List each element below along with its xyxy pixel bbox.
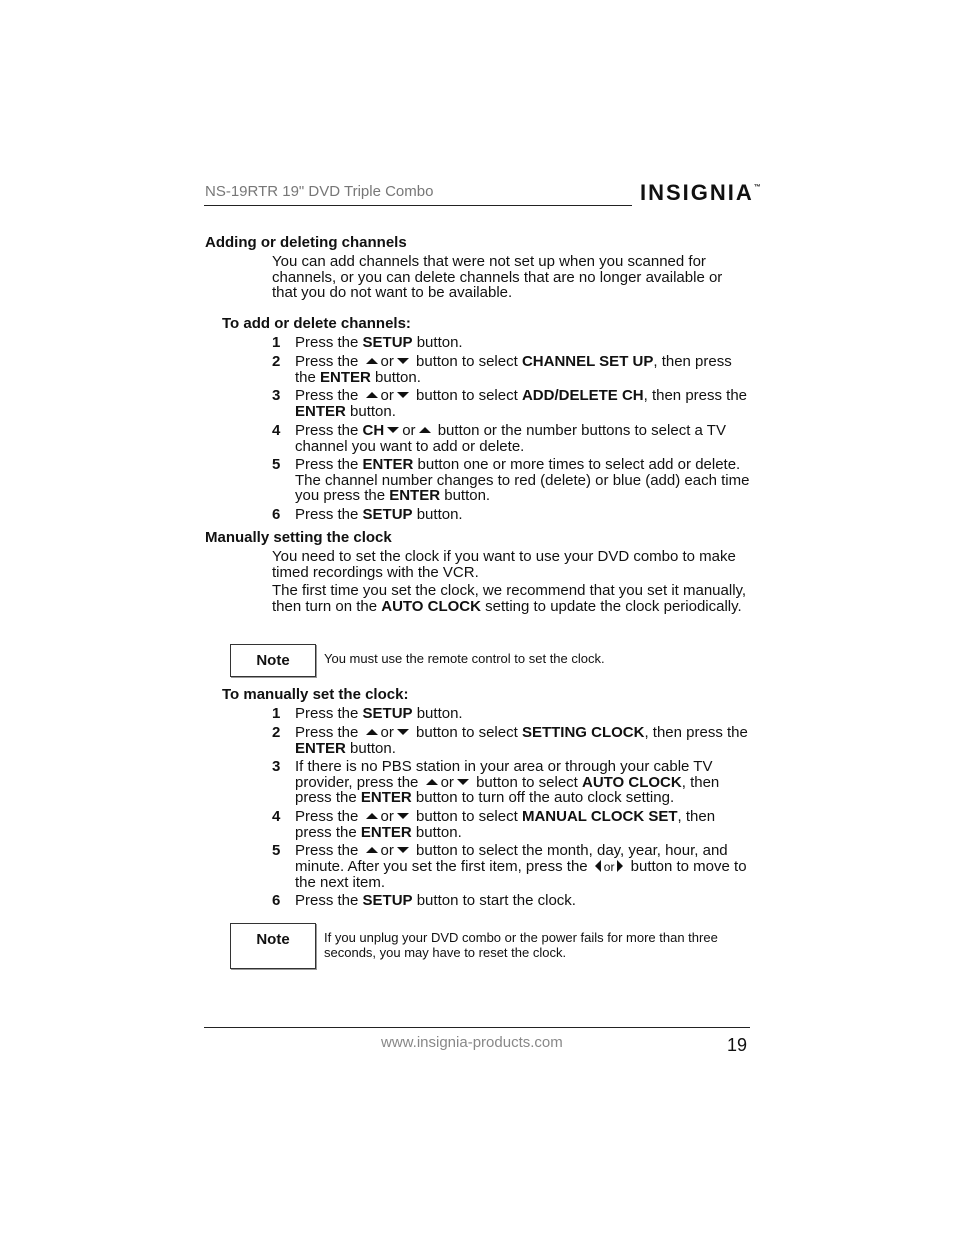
step-text: button to select the month, day, year, hour, and minute. After you set the first item, press the xyxy=(295,842,728,875)
clock-intro-1: You need to set the clock if you want to use your DVD combo to make timed recordings with the VCR. xyxy=(272,548,736,581)
step-bold: CHANNEL SET UP xyxy=(521,353,654,370)
step-number: 5 xyxy=(272,456,281,473)
step-text: button. xyxy=(411,823,462,841)
up-arrow-icon xyxy=(366,847,378,853)
step-text: Press the xyxy=(295,334,363,351)
step-text: Press the xyxy=(295,892,363,909)
step-text: Press the xyxy=(295,422,363,439)
step-bold: SETUP xyxy=(362,892,413,909)
up-arrow-icon xyxy=(426,779,438,785)
step-item xyxy=(272,893,750,909)
step-number: 2 xyxy=(272,353,281,370)
step-text: button to move to the next item. xyxy=(295,857,747,891)
step-item xyxy=(272,507,750,523)
step-text: or xyxy=(380,387,394,404)
step-number: 3 xyxy=(272,758,281,775)
step-number: 1 xyxy=(272,705,281,722)
step-text: , then press the xyxy=(295,353,732,386)
step-text: button to select xyxy=(411,724,522,741)
down-arrow-icon xyxy=(397,392,409,398)
note-label: Note xyxy=(256,652,290,669)
step-item xyxy=(272,354,750,386)
up-arrow-icon xyxy=(366,729,378,735)
step-text: Press the xyxy=(295,705,363,722)
down-arrow-icon xyxy=(397,813,409,819)
insignia-logo xyxy=(640,180,761,206)
step-bold: ENTER xyxy=(295,739,346,757)
step-text: Press the xyxy=(295,353,363,370)
step-number: 3 xyxy=(272,387,281,404)
step-text: or xyxy=(380,808,394,825)
step-text: button to start the clock. xyxy=(412,892,576,909)
step-text: Press the xyxy=(295,387,363,404)
right-arrow-icon xyxy=(617,860,623,872)
note-text: You must use the remote control to set the clock. xyxy=(324,651,605,666)
step-text: or xyxy=(440,773,454,791)
step-text: button. xyxy=(370,368,421,386)
subheading-add-delete: To add or delete channels: xyxy=(222,315,411,332)
footer-url: www.insignia-products.com xyxy=(381,1034,563,1051)
step-text: , then press the xyxy=(295,808,716,841)
step-text: button. xyxy=(412,705,463,722)
up-arrow-icon xyxy=(366,358,378,364)
subheading-set-clock: To manually set the clock: xyxy=(222,686,409,703)
step-item xyxy=(272,423,750,455)
step-number: 1 xyxy=(272,334,281,351)
step-text: button to turn off the auto clock setting. xyxy=(411,789,675,806)
step-text: button to select xyxy=(411,353,522,370)
step-item xyxy=(272,335,750,351)
step-item xyxy=(272,457,750,505)
step-text: button. xyxy=(440,487,491,504)
step-text: , then press the xyxy=(295,773,720,806)
channels-intro: You can add channels that were not set up when you scanned for channels, or you can delete channels that are no longer available or that you do not want to be available. xyxy=(272,253,723,301)
up-arrow-icon xyxy=(366,392,378,398)
down-arrow-icon xyxy=(397,729,409,735)
header-title: NS-19RTR 19" DVD Triple Combo xyxy=(205,183,434,200)
step-number: 2 xyxy=(272,724,281,741)
footer-rule xyxy=(204,1027,750,1028)
note-label-box xyxy=(230,923,316,969)
para-text: The first time you set the clock, we recommend that you set it manually, then turn on the xyxy=(272,582,747,615)
step-text: Press the xyxy=(295,724,363,741)
step-bold: ENTER xyxy=(362,456,414,473)
step-text: or xyxy=(380,353,394,370)
step-number: 4 xyxy=(272,808,281,825)
note-text: If you unplug your DVD combo or the power fails for more than three seconds, you may have to reset the clock. xyxy=(324,930,718,960)
para-text: setting to update the clock periodically. xyxy=(480,597,742,615)
left-arrow-icon xyxy=(595,860,601,872)
up-arrow-icon xyxy=(366,813,378,819)
step-text: , then press the xyxy=(643,387,748,404)
para-bold: AUTO CLOCK xyxy=(381,597,481,615)
step-text: button. xyxy=(345,402,396,420)
step-bold: ADD/DELETE CH xyxy=(521,387,644,404)
clock-intro-2 xyxy=(272,583,750,614)
step-number: 5 xyxy=(272,842,281,859)
step-text: button to select xyxy=(411,387,522,404)
step-bold: ENTER xyxy=(360,789,412,806)
step-text: , then press the xyxy=(644,724,748,741)
step-text: button or the number buttons to select a TV channel you want to add or delete. xyxy=(295,422,726,455)
step-bold: AUTO CLOCK xyxy=(582,773,682,791)
step-text: or xyxy=(380,842,394,859)
down-arrow-icon xyxy=(397,847,409,853)
step-text: Press the xyxy=(295,506,363,523)
step-bold: SETUP xyxy=(362,334,413,351)
step-item xyxy=(272,843,750,891)
down-arrow-icon xyxy=(387,427,399,433)
step-bold: ENTER xyxy=(360,823,412,841)
step-bold: ENTER xyxy=(389,487,441,504)
step-bold: CH xyxy=(362,422,385,439)
step-text: Press the xyxy=(295,808,363,825)
step-number: 4 xyxy=(272,422,281,439)
step-number: 6 xyxy=(272,506,281,523)
step-text: button. xyxy=(345,739,396,757)
step-bold: ENTER xyxy=(295,402,346,420)
step-bold: SETUP xyxy=(362,506,413,523)
step-item xyxy=(272,809,750,841)
step-text: button to select xyxy=(471,773,582,791)
down-arrow-icon xyxy=(457,779,469,785)
note-label: Note xyxy=(256,931,290,948)
step-text: button one or more times to select add or delete. The channel number changes to red (delete) or blue (add) each time you press the xyxy=(295,456,750,504)
step-bold: SETTING CLOCK xyxy=(521,724,645,741)
step-text: or xyxy=(402,422,416,439)
step-bold: MANUAL CLOCK SET xyxy=(521,808,678,825)
up-arrow-icon xyxy=(419,427,431,433)
step-text: or xyxy=(380,724,394,741)
header-rule xyxy=(204,205,632,206)
page-number: 19 xyxy=(727,1035,748,1055)
step-number: 6 xyxy=(272,892,281,909)
section-heading-clock: Manually setting the clock xyxy=(205,529,392,546)
step-text: Press the xyxy=(295,842,363,859)
step-text: button to select xyxy=(411,808,522,825)
logo-tm: ™ xyxy=(753,184,761,191)
step-text: button. xyxy=(412,334,463,351)
step-text: or xyxy=(603,859,615,874)
step-item xyxy=(272,388,750,420)
step-bold: ENTER xyxy=(320,368,371,386)
down-arrow-icon xyxy=(397,358,409,364)
note-label-box xyxy=(230,644,316,677)
section-heading-channels: Adding or deleting channels xyxy=(205,234,407,251)
step-item xyxy=(272,759,750,807)
logo-text: INSIGNIA xyxy=(640,180,754,205)
step-item xyxy=(272,706,750,722)
step-text: If there is no PBS station in your area or through your cable TV provider, press the xyxy=(295,758,713,791)
step-text: button. xyxy=(412,506,463,523)
step-item xyxy=(272,725,750,757)
step-text: Press the xyxy=(295,456,363,473)
step-bold: SETUP xyxy=(362,705,413,722)
